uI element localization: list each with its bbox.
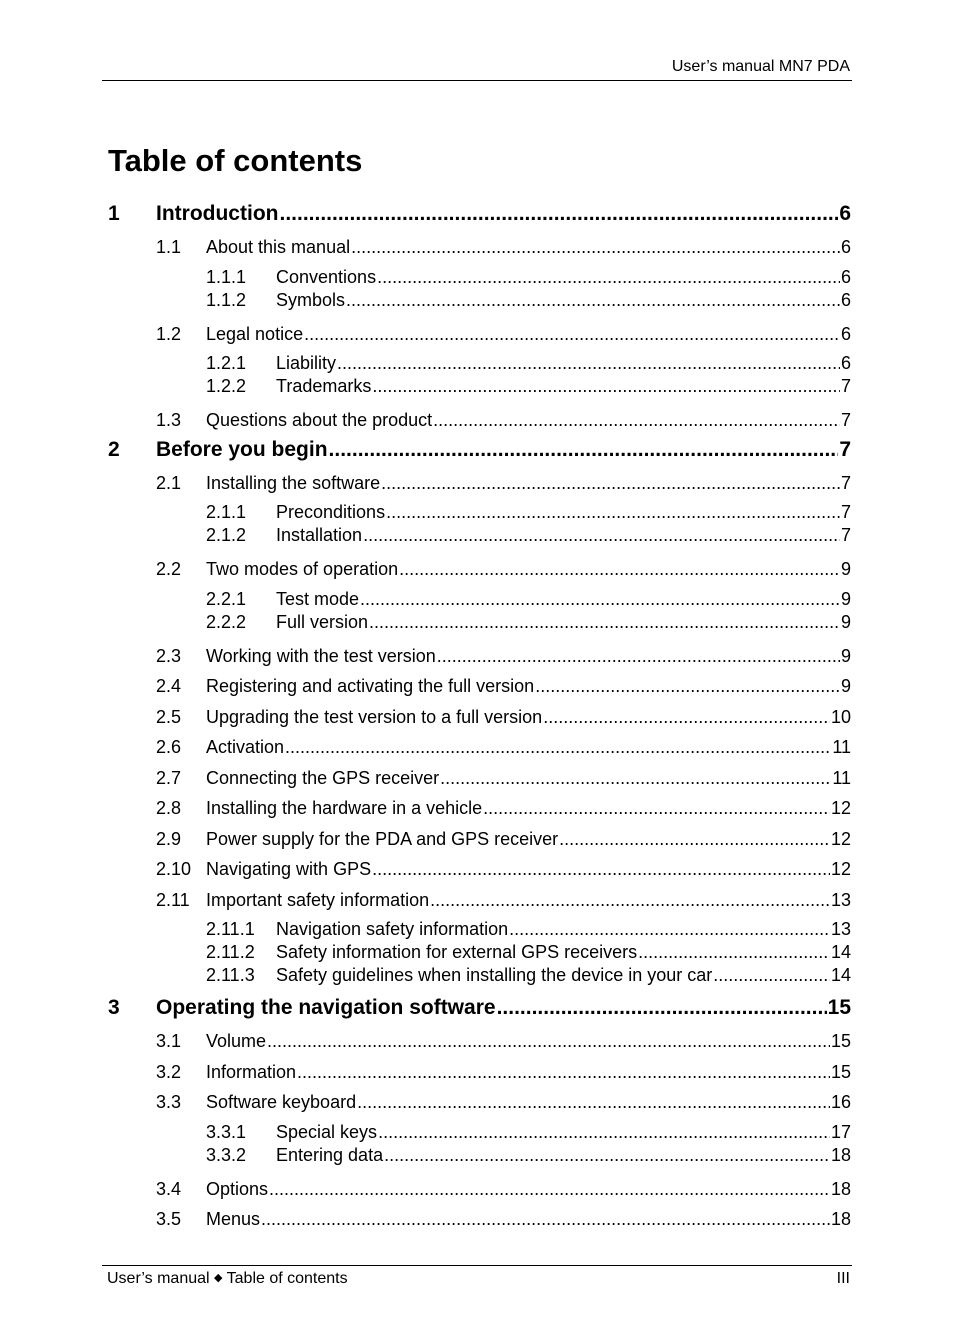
toc-entry-page: 7: [840, 525, 851, 545]
toc-entry[interactable]: [108, 588, 851, 611]
toc-leader-dots: [437, 641, 840, 671]
page-number: III: [836, 1270, 850, 1287]
toc-leader-dots: [386, 501, 840, 524]
toc-entry[interactable]: [108, 1204, 851, 1235]
toc-entry-title: Installing the hardware in a vehicle: [206, 798, 483, 818]
toc-entry-title: Liability: [276, 353, 337, 373]
toc-entry-title: Safety information for external GPS receivers: [276, 942, 638, 962]
table-of-contents: [108, 200, 851, 1235]
toc-entry-page: 13: [830, 889, 851, 910]
toc-leader-dots: [363, 524, 840, 547]
toc-entry[interactable]: [108, 405, 851, 436]
toc-entry-number: 2.1.1: [206, 502, 247, 522]
toc-entry[interactable]: [108, 232, 851, 263]
toc-entry-title: Upgrading the test version to a full version: [206, 706, 543, 727]
toc-entry-title: Volume: [206, 1031, 267, 1051]
toc-entry-page: 14: [830, 965, 851, 985]
toc-entry-page: 18: [830, 1144, 851, 1165]
toc-entry-number: 2.4: [156, 676, 182, 696]
toc-entry-page: 7: [839, 437, 851, 461]
header-divider: [102, 80, 852, 81]
toc-entry-page: 14: [830, 942, 851, 962]
toc-entry-number: 1.3: [156, 410, 182, 430]
toc-entry[interactable]: [108, 1121, 851, 1144]
toc-entry-number: 2.2.1: [206, 588, 247, 609]
toc-leader-dots: [384, 1144, 830, 1167]
toc-entry-number: 2.5: [156, 706, 182, 727]
page-title: Table of contents: [108, 143, 363, 178]
toc-entry-title: About this manual: [206, 237, 351, 257]
toc-entry[interactable]: [108, 941, 851, 964]
toc-entry-number: 1.1.1: [206, 266, 247, 287]
toc-leader-dots: [440, 763, 831, 793]
toc-entry-number: 3.2: [156, 1061, 182, 1082]
toc-entry-title: Important safety information: [206, 889, 430, 910]
toc-entry-number: 1.1.2: [206, 289, 247, 310]
running-header: User’s manual MN7 PDA: [671, 58, 850, 75]
toc-entry-number: 1.2.1: [206, 353, 247, 373]
toc-entry[interactable]: [108, 854, 851, 885]
toc-entry-page: 9: [840, 611, 851, 632]
toc-entry-page: 7: [840, 410, 851, 430]
toc-entry-title: Working with the test version: [206, 645, 436, 666]
toc-entry-page: 7: [840, 376, 851, 396]
toc-entry-number: 1: [108, 202, 120, 225]
toc-entry-title: Installing the software: [206, 472, 381, 493]
toc-entry-page: 6: [840, 237, 851, 257]
toc-entry[interactable]: [108, 554, 851, 585]
toc-entry-title: Test mode: [276, 588, 360, 609]
toc-entry[interactable]: [108, 793, 851, 824]
toc-entry-title: Introduction: [156, 202, 279, 225]
toc-entry[interactable]: [108, 352, 851, 375]
toc-entry-number: 2.6: [156, 737, 182, 757]
toc-entry-title: Software keyboard: [206, 1092, 357, 1112]
toc-leader-dots: [638, 941, 830, 964]
toc-entry[interactable]: [108, 1174, 851, 1205]
toc-entry-number: 3.1: [156, 1031, 182, 1051]
toc-entry-number: 2.3: [156, 645, 182, 666]
toc-leader-dots: [337, 352, 840, 375]
toc-entry[interactable]: [108, 200, 851, 232]
toc-leader-dots: [279, 200, 838, 228]
toc-leader-dots: [369, 611, 840, 634]
toc-leader-dots: [304, 319, 840, 349]
footer-section-name: Table of contents: [226, 1270, 348, 1287]
toc-entry-page: 7: [840, 502, 851, 522]
toc-entry-title: Full version: [276, 611, 369, 632]
toc-entry-number: 2.2: [156, 559, 182, 579]
toc-entry-title: Menus: [206, 1209, 261, 1229]
toc-entry-page: 15: [830, 1031, 851, 1051]
toc-entry-title: Activation: [206, 737, 285, 757]
toc-entry-number: 2.11.2: [206, 942, 255, 962]
toc-entry[interactable]: [108, 1026, 851, 1057]
toc-leader-dots: [399, 554, 840, 584]
toc-leader-dots: [329, 436, 839, 464]
toc-entry-page: 12: [830, 828, 851, 849]
toc-entry-page: 11: [832, 737, 851, 757]
toc-entry[interactable]: [108, 319, 851, 350]
toc-entry-page: 18: [830, 1209, 851, 1229]
toc-entry-title: Connecting the GPS receiver: [206, 767, 440, 788]
toc-entry-page: 10: [830, 706, 851, 727]
toc-leader-dots: [267, 1026, 830, 1056]
toc-entry[interactable]: [108, 763, 851, 794]
footer-divider: [102, 1265, 852, 1266]
toc-entry[interactable]: [108, 702, 851, 733]
toc-entry[interactable]: [108, 468, 851, 499]
toc-leader-dots: [351, 232, 840, 262]
toc-leader-dots: [269, 1174, 830, 1204]
toc-entry-number: 1.2.2: [206, 376, 247, 396]
toc-entry-page: 11: [832, 767, 851, 788]
toc-entry-title: Options: [206, 1178, 269, 1199]
toc-entry-number: 2.11: [156, 889, 190, 910]
toc-entry-number: 3.3.2: [206, 1144, 247, 1165]
toc-entry[interactable]: [108, 671, 851, 702]
toc-entry[interactable]: [108, 1144, 851, 1167]
toc-entry-page: 9: [840, 676, 851, 696]
toc-leader-dots: [535, 671, 840, 701]
toc-leader-dots: [377, 266, 840, 289]
toc-entry-page: 12: [830, 859, 851, 879]
toc-leader-dots: [483, 793, 830, 823]
toc-leader-dots: [360, 588, 840, 611]
toc-entry[interactable]: [108, 266, 851, 289]
toc-entry-title: Questions about the product: [206, 410, 433, 430]
toc-entry-number: 3.5: [156, 1209, 182, 1229]
toc-entry-title: Two modes of operation: [206, 559, 399, 579]
toc-entry-page: 9: [840, 559, 851, 579]
toc-leader-dots: [285, 732, 831, 762]
toc-leader-dots: [357, 1087, 830, 1117]
toc-leader-dots: [261, 1204, 830, 1234]
toc-entry-number: 2.1: [156, 472, 182, 493]
toc-entry-page: 6: [840, 323, 851, 344]
toc-entry-title: Trademarks: [276, 376, 372, 396]
toc-entry-number: 2.11.1: [206, 919, 255, 939]
toc-entry-page: 18: [830, 1178, 851, 1199]
toc-entry[interactable]: [108, 918, 851, 941]
footer-doc-name: User’s manual: [107, 1270, 210, 1287]
toc-entry[interactable]: [108, 732, 851, 763]
toc-entry-page: 9: [840, 588, 851, 609]
toc-entry[interactable]: [108, 436, 851, 468]
toc-entry-title: Navigating with GPS: [206, 859, 372, 879]
toc-entry-number: 2.9: [156, 828, 182, 849]
toc-entry-number: 3: [108, 996, 120, 1019]
toc-entry[interactable]: [108, 501, 851, 524]
toc-entry-page: 13: [830, 919, 851, 939]
toc-entry[interactable]: [108, 289, 851, 312]
footer-left: [107, 1270, 348, 1288]
toc-entry-title: Conventions: [276, 266, 377, 287]
toc-entry-number: 3.3.1: [206, 1121, 247, 1142]
toc-leader-dots: [430, 885, 830, 915]
toc-leader-dots: [372, 854, 830, 884]
toc-leader-dots: [372, 375, 840, 398]
toc-leader-dots: [297, 1057, 830, 1087]
toc-entry-page: 15: [827, 996, 851, 1019]
toc-entry-number: 2.2.2: [206, 611, 247, 632]
toc-leader-dots: [433, 405, 840, 435]
toc-leader-dots: [381, 468, 840, 498]
toc-entry-number: 2.1.2: [206, 525, 247, 545]
toc-entry-title: Before you begin: [156, 437, 328, 461]
toc-entry-number: 3.3: [156, 1092, 182, 1112]
toc-entry-number: 2.7: [156, 767, 182, 788]
toc-leader-dots: [543, 702, 830, 732]
toc-entry-title: Safety guidelines when installing the device in your car: [276, 965, 713, 985]
toc-entry[interactable]: [108, 641, 851, 672]
toc-entry-page: 6: [840, 289, 851, 310]
toc-entry-page: 6: [839, 202, 851, 225]
toc-entry-page: 12: [830, 798, 851, 818]
toc-entry-title: Entering data: [276, 1144, 384, 1165]
toc-entry-number: 1.1: [156, 237, 182, 257]
toc-entry-title: Preconditions: [276, 502, 386, 522]
toc-entry[interactable]: [108, 611, 851, 634]
toc-entry-title: Power supply for the PDA and GPS receiver: [206, 828, 559, 849]
toc-entry[interactable]: [108, 1087, 851, 1118]
toc-entry-title: Information: [206, 1061, 297, 1082]
toc-entry-number: 2.8: [156, 798, 182, 818]
toc-entry[interactable]: [108, 885, 851, 916]
toc-entry-number: 2.11.3: [206, 965, 255, 985]
toc-entry-page: 6: [840, 353, 851, 373]
toc-entry-page: 9: [840, 645, 851, 666]
toc-entry-title: Operating the navigation software: [156, 996, 496, 1019]
toc-entry-number: 2: [108, 437, 120, 461]
toc-leader-dots: [559, 824, 830, 854]
toc-entry-page: 6: [840, 266, 851, 287]
toc-entry-page: 15: [830, 1061, 851, 1082]
toc-entry[interactable]: [108, 994, 851, 1026]
toc-entry-title: Installation: [276, 525, 363, 545]
toc-entry-number: 3.4: [156, 1178, 182, 1199]
toc-entry-page: 17: [830, 1121, 851, 1142]
toc-entry[interactable]: [108, 1057, 851, 1088]
toc-entry-page: 7: [840, 472, 851, 493]
toc-leader-dots: [497, 994, 827, 1022]
toc-entry-number: 2.10: [156, 859, 192, 879]
toc-entry[interactable]: [108, 524, 851, 547]
diamond-icon: ◆: [214, 1272, 223, 1284]
toc-entry-number: 1.2: [156, 323, 182, 344]
toc-entry[interactable]: [108, 964, 851, 987]
toc-entry-title: Legal notice: [206, 323, 304, 344]
toc-entry[interactable]: [108, 375, 851, 398]
toc-leader-dots: [509, 918, 830, 941]
toc-entry-title: Navigation safety information: [276, 919, 509, 939]
toc-leader-dots: [713, 964, 830, 987]
toc-entry-title: Symbols: [276, 289, 346, 310]
toc-entry[interactable]: [108, 824, 851, 855]
toc-entry-page: 16: [830, 1092, 851, 1112]
toc-entry-title: Registering and activating the full version: [206, 676, 535, 696]
toc-leader-dots: [346, 289, 840, 312]
toc-entry-title: Special keys: [276, 1121, 378, 1142]
toc-leader-dots: [378, 1121, 830, 1144]
